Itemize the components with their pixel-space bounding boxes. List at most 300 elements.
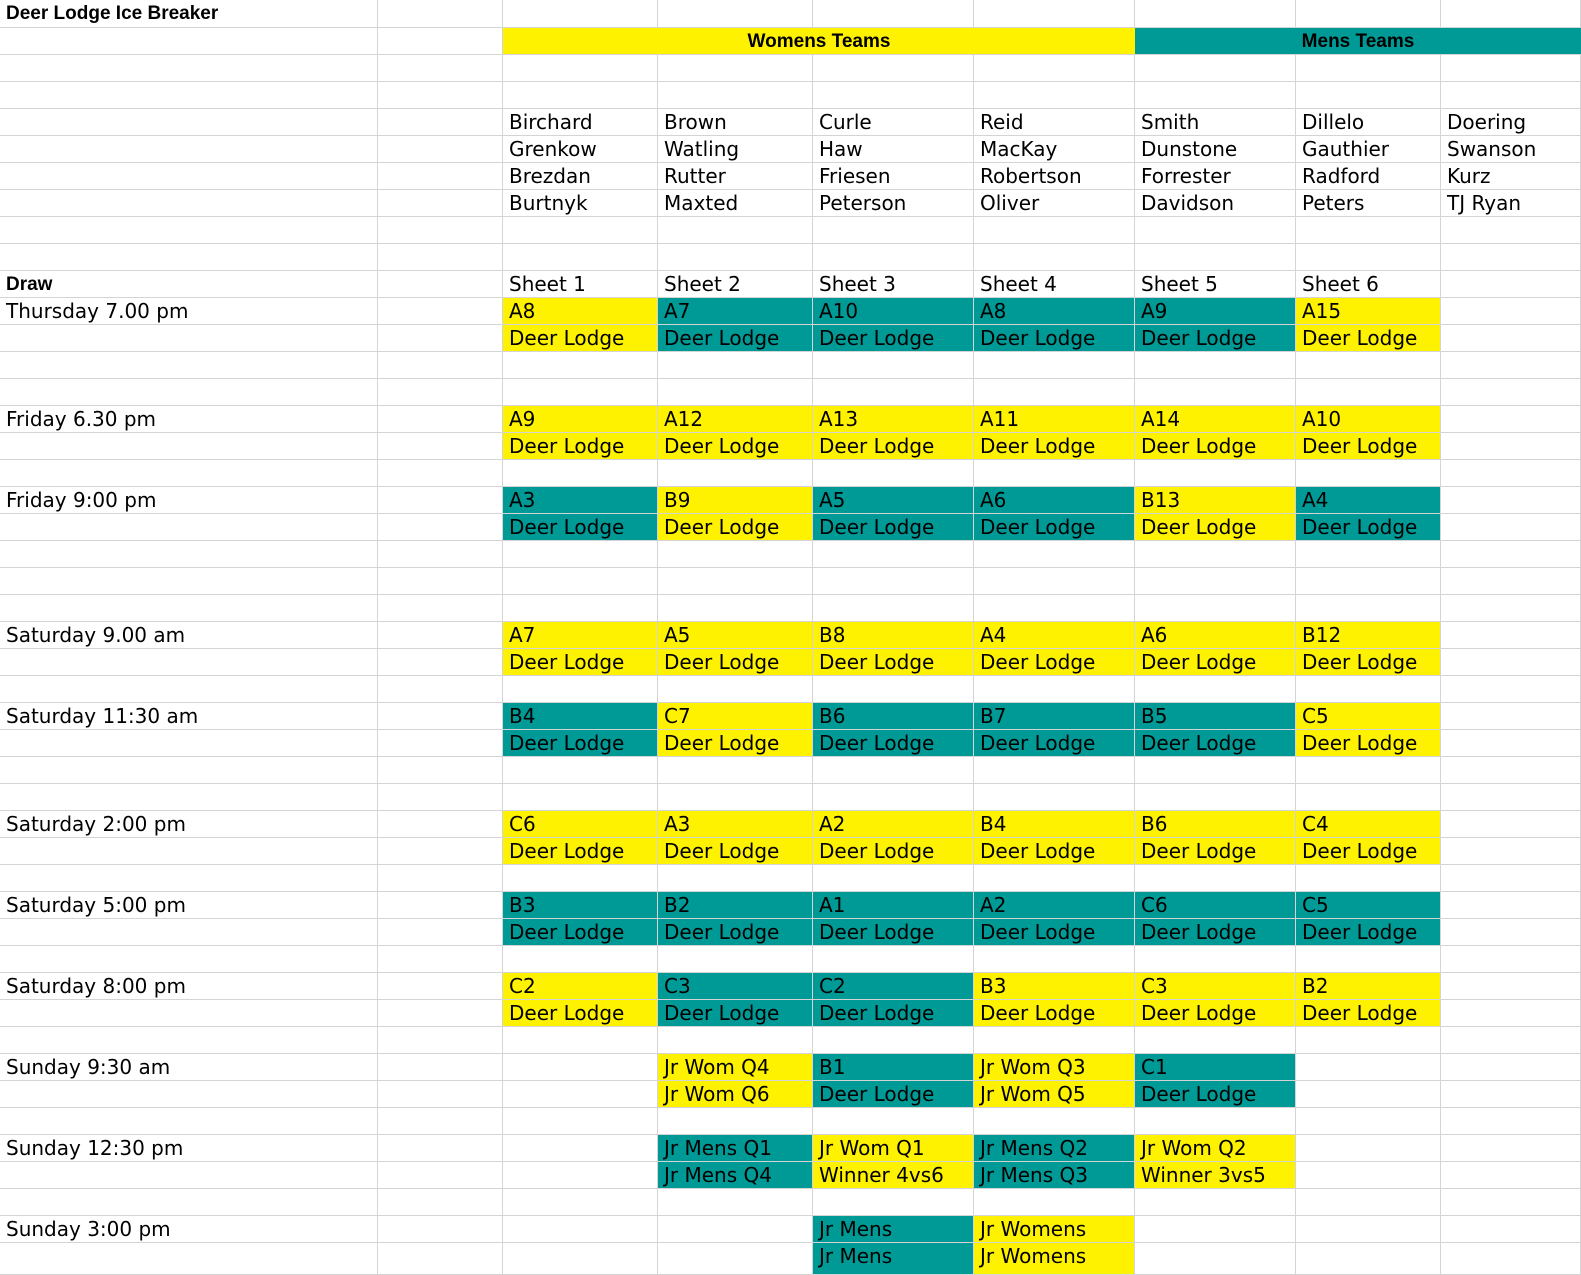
team-player-cell[interactable]: Forrester (1135, 163, 1296, 190)
empty-cell[interactable] (1296, 82, 1441, 109)
empty-cell[interactable] (1441, 1216, 1581, 1243)
womens-teams-header[interactable]: Womens Teams (503, 28, 1135, 55)
empty-cell[interactable] (378, 190, 503, 217)
empty-cell[interactable] (658, 217, 813, 244)
empty-cell[interactable] (378, 406, 503, 433)
empty-cell[interactable] (0, 109, 378, 136)
team-player-cell[interactable]: Swanson (1441, 136, 1581, 163)
game-cell-line2[interactable]: Deer Lodge (974, 919, 1135, 946)
empty-cell[interactable] (1296, 595, 1441, 622)
empty-cell[interactable] (378, 892, 503, 919)
empty-cell[interactable] (1441, 487, 1581, 514)
empty-cell[interactable] (1296, 352, 1441, 379)
empty-cell[interactable] (1296, 1027, 1441, 1054)
empty-cell[interactable] (1135, 595, 1296, 622)
empty-cell[interactable] (1441, 406, 1581, 433)
empty-cell[interactable] (378, 28, 503, 55)
draw-time[interactable]: Saturday 11:30 am (0, 703, 378, 730)
game-cell-line1[interactable]: A11 (974, 406, 1135, 433)
game-cell-line1[interactable]: A4 (974, 622, 1135, 649)
game-cell-line1[interactable]: C7 (658, 703, 813, 730)
empty-cell[interactable] (1441, 1108, 1581, 1135)
empty-cell[interactable] (503, 865, 658, 892)
sheet-header-3[interactable]: Sheet 3 (813, 271, 974, 298)
empty-cell[interactable] (813, 676, 974, 703)
empty-cell[interactable] (974, 352, 1135, 379)
empty-cell[interactable] (974, 0, 1135, 28)
game-cell-line2[interactable]: Deer Lodge (658, 433, 813, 460)
empty-cell[interactable] (1296, 1243, 1441, 1275)
empty-cell[interactable] (1441, 460, 1581, 487)
game-cell-line2[interactable]: Deer Lodge (1135, 1081, 1296, 1108)
empty-cell[interactable] (1296, 946, 1441, 973)
empty-cell[interactable] (658, 0, 813, 28)
game-cell-line2[interactable]: Deer Lodge (974, 325, 1135, 352)
empty-cell[interactable] (0, 136, 378, 163)
empty-cell[interactable] (0, 1108, 378, 1135)
game-cell-line2[interactable]: Deer Lodge (1296, 919, 1441, 946)
empty-cell[interactable] (1135, 0, 1296, 28)
empty-cell[interactable] (1296, 757, 1441, 784)
empty-cell[interactable] (503, 1135, 658, 1162)
empty-cell[interactable] (378, 622, 503, 649)
empty-cell[interactable] (1441, 325, 1581, 352)
team-player-cell[interactable]: Brezdan (503, 163, 658, 190)
empty-cell[interactable] (0, 541, 378, 568)
empty-cell[interactable] (378, 703, 503, 730)
empty-cell[interactable] (1441, 541, 1581, 568)
empty-cell[interactable] (1135, 541, 1296, 568)
empty-cell[interactable] (503, 1189, 658, 1216)
empty-cell[interactable] (378, 352, 503, 379)
team-player-cell[interactable]: Watling (658, 136, 813, 163)
game-cell-line1[interactable]: B2 (658, 892, 813, 919)
empty-cell[interactable] (0, 28, 378, 55)
empty-cell[interactable] (813, 217, 974, 244)
empty-cell[interactable] (1296, 1108, 1441, 1135)
game-cell-line2[interactable]: Deer Lodge (503, 838, 658, 865)
game-cell-line1[interactable]: Jr Wom Q1 (813, 1135, 974, 1162)
empty-cell[interactable] (1135, 946, 1296, 973)
empty-cell[interactable] (1135, 379, 1296, 406)
empty-cell[interactable] (1135, 82, 1296, 109)
game-cell-line2[interactable]: Deer Lodge (974, 730, 1135, 757)
empty-cell[interactable] (1441, 379, 1581, 406)
game-cell-line2[interactable]: Deer Lodge (813, 649, 974, 676)
empty-cell[interactable] (503, 1216, 658, 1243)
game-cell-line2[interactable]: Deer Lodge (658, 838, 813, 865)
empty-cell[interactable] (658, 784, 813, 811)
empty-cell[interactable] (1135, 352, 1296, 379)
game-cell-line2[interactable]: Deer Lodge (813, 838, 974, 865)
game-cell-line1[interactable]: A8 (974, 298, 1135, 325)
game-cell-line1[interactable]: A10 (1296, 406, 1441, 433)
empty-cell[interactable] (378, 649, 503, 676)
empty-cell[interactable] (813, 1108, 974, 1135)
game-cell-line2[interactable]: Deer Lodge (658, 1000, 813, 1027)
game-cell-line2[interactable]: Deer Lodge (974, 1000, 1135, 1027)
empty-cell[interactable] (1441, 82, 1581, 109)
game-cell-line2[interactable]: Deer Lodge (503, 649, 658, 676)
empty-cell[interactable] (658, 352, 813, 379)
empty-cell[interactable] (1441, 352, 1581, 379)
empty-cell[interactable] (1441, 217, 1581, 244)
empty-cell[interactable] (0, 784, 378, 811)
empty-cell[interactable] (378, 1000, 503, 1027)
empty-cell[interactable] (813, 379, 974, 406)
draw-time[interactable]: Saturday 2:00 pm (0, 811, 378, 838)
team-player-cell[interactable]: Maxted (658, 190, 813, 217)
game-cell-line1[interactable]: B3 (974, 973, 1135, 1000)
empty-cell[interactable] (658, 595, 813, 622)
team-player-cell[interactable]: Reid (974, 109, 1135, 136)
empty-cell[interactable] (974, 541, 1135, 568)
empty-cell[interactable] (1441, 1189, 1581, 1216)
team-player-cell[interactable]: Dillelo (1296, 109, 1441, 136)
team-player-cell[interactable]: Rutter (658, 163, 813, 190)
empty-cell[interactable] (658, 1216, 813, 1243)
game-cell-line1[interactable]: C6 (1135, 892, 1296, 919)
empty-cell[interactable] (1135, 460, 1296, 487)
sheet-title[interactable]: Deer Lodge Ice Breaker (0, 0, 378, 28)
empty-cell[interactable] (1441, 595, 1581, 622)
game-cell-line2[interactable]: Deer Lodge (658, 919, 813, 946)
team-player-cell[interactable]: Peters (1296, 190, 1441, 217)
game-cell-line1[interactable]: A9 (503, 406, 658, 433)
game-cell-line2[interactable]: Deer Lodge (503, 1000, 658, 1027)
empty-cell[interactable] (813, 0, 974, 28)
empty-cell[interactable] (1296, 1189, 1441, 1216)
team-player-cell[interactable]: MacKay (974, 136, 1135, 163)
empty-cell[interactable] (974, 55, 1135, 82)
empty-cell[interactable] (1441, 55, 1581, 82)
empty-cell[interactable] (378, 163, 503, 190)
empty-cell[interactable] (378, 838, 503, 865)
empty-cell[interactable] (813, 541, 974, 568)
game-cell-line2[interactable]: Deer Lodge (658, 325, 813, 352)
empty-cell[interactable] (0, 460, 378, 487)
empty-cell[interactable] (0, 82, 378, 109)
game-cell-line1[interactable]: A7 (658, 298, 813, 325)
game-cell-line1[interactable]: A2 (813, 811, 974, 838)
game-cell-line1[interactable]: A2 (974, 892, 1135, 919)
empty-cell[interactable] (974, 865, 1135, 892)
game-cell-line1[interactable]: Jr Wom Q3 (974, 1054, 1135, 1081)
game-cell-line1[interactable]: B4 (503, 703, 658, 730)
team-player-cell[interactable]: Radford (1296, 163, 1441, 190)
team-player-cell[interactable]: Smith (1135, 109, 1296, 136)
empty-cell[interactable] (503, 784, 658, 811)
empty-cell[interactable] (503, 757, 658, 784)
empty-cell[interactable] (813, 1189, 974, 1216)
empty-cell[interactable] (378, 757, 503, 784)
game-cell-line1[interactable]: Jr Womens (974, 1216, 1135, 1243)
empty-cell[interactable] (0, 568, 378, 595)
game-cell-line2[interactable]: Deer Lodge (1135, 514, 1296, 541)
empty-cell[interactable] (813, 1027, 974, 1054)
team-player-cell[interactable]: Davidson (1135, 190, 1296, 217)
empty-cell[interactable] (378, 730, 503, 757)
empty-cell[interactable] (0, 514, 378, 541)
game-cell-line1[interactable]: A6 (1135, 622, 1296, 649)
empty-cell[interactable] (974, 568, 1135, 595)
game-cell-line1[interactable]: Jr Wom Q4 (658, 1054, 813, 1081)
empty-cell[interactable] (1135, 568, 1296, 595)
empty-cell[interactable] (1296, 676, 1441, 703)
sheet-header-6[interactable]: Sheet 6 (1296, 271, 1441, 298)
game-cell-line2[interactable]: Deer Lodge (503, 730, 658, 757)
empty-cell[interactable] (813, 460, 974, 487)
empty-cell[interactable] (1441, 1135, 1581, 1162)
game-cell-line1[interactable]: Jr Mens Q1 (658, 1135, 813, 1162)
game-cell-line1[interactable]: B8 (813, 622, 974, 649)
empty-cell[interactable] (0, 649, 378, 676)
game-cell-line2[interactable]: Deer Lodge (813, 1000, 974, 1027)
game-cell-line2[interactable]: Deer Lodge (1296, 838, 1441, 865)
empty-cell[interactable] (1296, 1162, 1441, 1189)
empty-cell[interactable] (378, 595, 503, 622)
empty-cell[interactable] (503, 244, 658, 271)
empty-cell[interactable] (0, 838, 378, 865)
game-cell-line2[interactable]: Deer Lodge (1296, 433, 1441, 460)
empty-cell[interactable] (813, 568, 974, 595)
empty-cell[interactable] (0, 865, 378, 892)
game-cell-line2[interactable]: Deer Lodge (813, 514, 974, 541)
empty-cell[interactable] (503, 379, 658, 406)
empty-cell[interactable] (0, 190, 378, 217)
empty-cell[interactable] (1441, 946, 1581, 973)
empty-cell[interactable] (1441, 622, 1581, 649)
empty-cell[interactable] (378, 1108, 503, 1135)
empty-cell[interactable] (974, 757, 1135, 784)
game-cell-line1[interactable]: B7 (974, 703, 1135, 730)
empty-cell[interactable] (378, 541, 503, 568)
empty-cell[interactable] (0, 730, 378, 757)
empty-cell[interactable] (1441, 703, 1581, 730)
empty-cell[interactable] (813, 82, 974, 109)
empty-cell[interactable] (378, 946, 503, 973)
empty-cell[interactable] (378, 55, 503, 82)
game-cell-line1[interactable]: Jr Mens Q2 (974, 1135, 1135, 1162)
empty-cell[interactable] (658, 1108, 813, 1135)
empty-cell[interactable] (0, 352, 378, 379)
game-cell-line1[interactable]: B6 (813, 703, 974, 730)
game-cell-line2[interactable]: Deer Lodge (813, 1081, 974, 1108)
empty-cell[interactable] (1441, 271, 1581, 298)
game-cell-line1[interactable]: C5 (1296, 703, 1441, 730)
empty-cell[interactable] (658, 541, 813, 568)
game-cell-line1[interactable]: Jr Mens (813, 1216, 974, 1243)
empty-cell[interactable] (378, 109, 503, 136)
game-cell-line1[interactable]: B12 (1296, 622, 1441, 649)
game-cell-line2[interactable]: Deer Lodge (658, 649, 813, 676)
empty-cell[interactable] (1441, 1027, 1581, 1054)
empty-cell[interactable] (503, 595, 658, 622)
empty-cell[interactable] (1296, 865, 1441, 892)
empty-cell[interactable] (1296, 0, 1441, 28)
empty-cell[interactable] (1296, 541, 1441, 568)
empty-cell[interactable] (974, 1027, 1135, 1054)
empty-cell[interactable] (658, 676, 813, 703)
empty-cell[interactable] (1441, 1054, 1581, 1081)
game-cell-line1[interactable]: A9 (1135, 298, 1296, 325)
empty-cell[interactable] (503, 217, 658, 244)
empty-cell[interactable] (0, 1000, 378, 1027)
game-cell-line2[interactable]: Deer Lodge (1296, 514, 1441, 541)
empty-cell[interactable] (813, 595, 974, 622)
game-cell-line1[interactable]: A14 (1135, 406, 1296, 433)
game-cell-line1[interactable]: C2 (503, 973, 658, 1000)
empty-cell[interactable] (503, 1243, 658, 1275)
team-player-cell[interactable]: Gauthier (1296, 136, 1441, 163)
team-player-cell[interactable]: TJ Ryan (1441, 190, 1581, 217)
draw-label[interactable]: Draw (0, 271, 378, 298)
game-cell-line2[interactable]: Winner 3vs5 (1135, 1162, 1296, 1189)
sheet-header-4[interactable]: Sheet 4 (974, 271, 1135, 298)
empty-cell[interactable] (378, 1243, 503, 1275)
empty-cell[interactable] (1296, 784, 1441, 811)
team-player-cell[interactable]: Grenkow (503, 136, 658, 163)
empty-cell[interactable] (378, 325, 503, 352)
game-cell-line1[interactable]: A13 (813, 406, 974, 433)
empty-cell[interactable] (1441, 784, 1581, 811)
team-player-cell[interactable]: Kurz (1441, 163, 1581, 190)
empty-cell[interactable] (813, 55, 974, 82)
game-cell-line2[interactable]: Deer Lodge (1296, 325, 1441, 352)
empty-cell[interactable] (1135, 1216, 1296, 1243)
game-cell-line2[interactable]: Deer Lodge (813, 433, 974, 460)
empty-cell[interactable] (378, 919, 503, 946)
empty-cell[interactable] (0, 1189, 378, 1216)
empty-cell[interactable] (1296, 568, 1441, 595)
game-cell-line1[interactable]: C3 (1135, 973, 1296, 1000)
team-player-cell[interactable]: Friesen (813, 163, 974, 190)
empty-cell[interactable] (0, 676, 378, 703)
empty-cell[interactable] (1441, 1081, 1581, 1108)
game-cell-line1[interactable]: A8 (503, 298, 658, 325)
empty-cell[interactable] (1441, 730, 1581, 757)
game-cell-line1[interactable]: A7 (503, 622, 658, 649)
empty-cell[interactable] (378, 136, 503, 163)
empty-cell[interactable] (1135, 1027, 1296, 1054)
empty-cell[interactable] (1135, 1189, 1296, 1216)
game-cell-line1[interactable]: Jr Wom Q2 (1135, 1135, 1296, 1162)
game-cell-line1[interactable]: B1 (813, 1054, 974, 1081)
empty-cell[interactable] (378, 784, 503, 811)
game-cell-line1[interactable]: A15 (1296, 298, 1441, 325)
empty-cell[interactable] (658, 379, 813, 406)
empty-cell[interactable] (0, 379, 378, 406)
empty-cell[interactable] (503, 82, 658, 109)
game-cell-line2[interactable]: Deer Lodge (503, 325, 658, 352)
empty-cell[interactable] (378, 217, 503, 244)
game-cell-line2[interactable]: Deer Lodge (1135, 1000, 1296, 1027)
game-cell-line2[interactable]: Deer Lodge (974, 514, 1135, 541)
empty-cell[interactable] (1296, 1135, 1441, 1162)
empty-cell[interactable] (1441, 1162, 1581, 1189)
draw-time[interactable]: Friday 9:00 pm (0, 487, 378, 514)
game-cell-line1[interactable]: C2 (813, 973, 974, 1000)
empty-cell[interactable] (1441, 244, 1581, 271)
sheet-header-2[interactable]: Sheet 2 (658, 271, 813, 298)
empty-cell[interactable] (974, 784, 1135, 811)
empty-cell[interactable] (0, 325, 378, 352)
game-cell-line2[interactable]: Deer Lodge (813, 730, 974, 757)
empty-cell[interactable] (503, 1108, 658, 1135)
game-cell-line2[interactable]: Deer Lodge (1135, 433, 1296, 460)
empty-cell[interactable] (974, 1108, 1135, 1135)
empty-cell[interactable] (1441, 676, 1581, 703)
empty-cell[interactable] (1441, 514, 1581, 541)
empty-cell[interactable] (974, 676, 1135, 703)
empty-cell[interactable] (658, 460, 813, 487)
game-cell-line1[interactable]: B6 (1135, 811, 1296, 838)
empty-cell[interactable] (503, 568, 658, 595)
game-cell-line1[interactable]: A1 (813, 892, 974, 919)
empty-cell[interactable] (1135, 1243, 1296, 1275)
empty-cell[interactable] (378, 1081, 503, 1108)
game-cell-line1[interactable]: A12 (658, 406, 813, 433)
draw-time[interactable]: Saturday 5:00 pm (0, 892, 378, 919)
team-player-cell[interactable]: Doering (1441, 109, 1581, 136)
game-cell-line1[interactable]: C4 (1296, 811, 1441, 838)
game-cell-line2[interactable]: Deer Lodge (503, 433, 658, 460)
empty-cell[interactable] (658, 244, 813, 271)
game-cell-line2[interactable]: Winner 4vs6 (813, 1162, 974, 1189)
empty-cell[interactable] (1441, 298, 1581, 325)
empty-cell[interactable] (1135, 1108, 1296, 1135)
empty-cell[interactable] (503, 946, 658, 973)
draw-time[interactable]: Sunday 3:00 pm (0, 1216, 378, 1243)
empty-cell[interactable] (378, 1162, 503, 1189)
empty-cell[interactable] (378, 298, 503, 325)
empty-cell[interactable] (378, 1027, 503, 1054)
empty-cell[interactable] (974, 244, 1135, 271)
mens-teams-header[interactable]: Mens Teams (1135, 28, 1581, 55)
game-cell-line2[interactable]: Deer Lodge (1135, 838, 1296, 865)
empty-cell[interactable] (974, 82, 1135, 109)
empty-cell[interactable] (1441, 865, 1581, 892)
draw-time[interactable]: Thursday 7.00 pm (0, 298, 378, 325)
empty-cell[interactable] (658, 1027, 813, 1054)
team-player-cell[interactable]: Burtnyk (503, 190, 658, 217)
game-cell-line1[interactable]: A6 (974, 487, 1135, 514)
empty-cell[interactable] (0, 217, 378, 244)
empty-cell[interactable] (1135, 55, 1296, 82)
game-cell-line2[interactable]: Deer Lodge (1135, 325, 1296, 352)
game-cell-line1[interactable]: C1 (1135, 1054, 1296, 1081)
team-player-cell[interactable]: Brown (658, 109, 813, 136)
empty-cell[interactable] (378, 487, 503, 514)
game-cell-line2[interactable]: Jr Wom Q6 (658, 1081, 813, 1108)
empty-cell[interactable] (378, 811, 503, 838)
team-player-cell[interactable]: Birchard (503, 109, 658, 136)
empty-cell[interactable] (378, 1054, 503, 1081)
empty-cell[interactable] (503, 1081, 658, 1108)
empty-cell[interactable] (0, 946, 378, 973)
empty-cell[interactable] (503, 460, 658, 487)
game-cell-line1[interactable]: B13 (1135, 487, 1296, 514)
game-cell-line2[interactable]: Deer Lodge (503, 514, 658, 541)
empty-cell[interactable] (503, 352, 658, 379)
empty-cell[interactable] (1135, 757, 1296, 784)
empty-cell[interactable] (378, 1135, 503, 1162)
empty-cell[interactable] (1135, 676, 1296, 703)
empty-cell[interactable] (658, 568, 813, 595)
empty-cell[interactable] (378, 1216, 503, 1243)
game-cell-line2[interactable]: Deer Lodge (1296, 1000, 1441, 1027)
draw-time[interactable]: Sunday 12:30 pm (0, 1135, 378, 1162)
